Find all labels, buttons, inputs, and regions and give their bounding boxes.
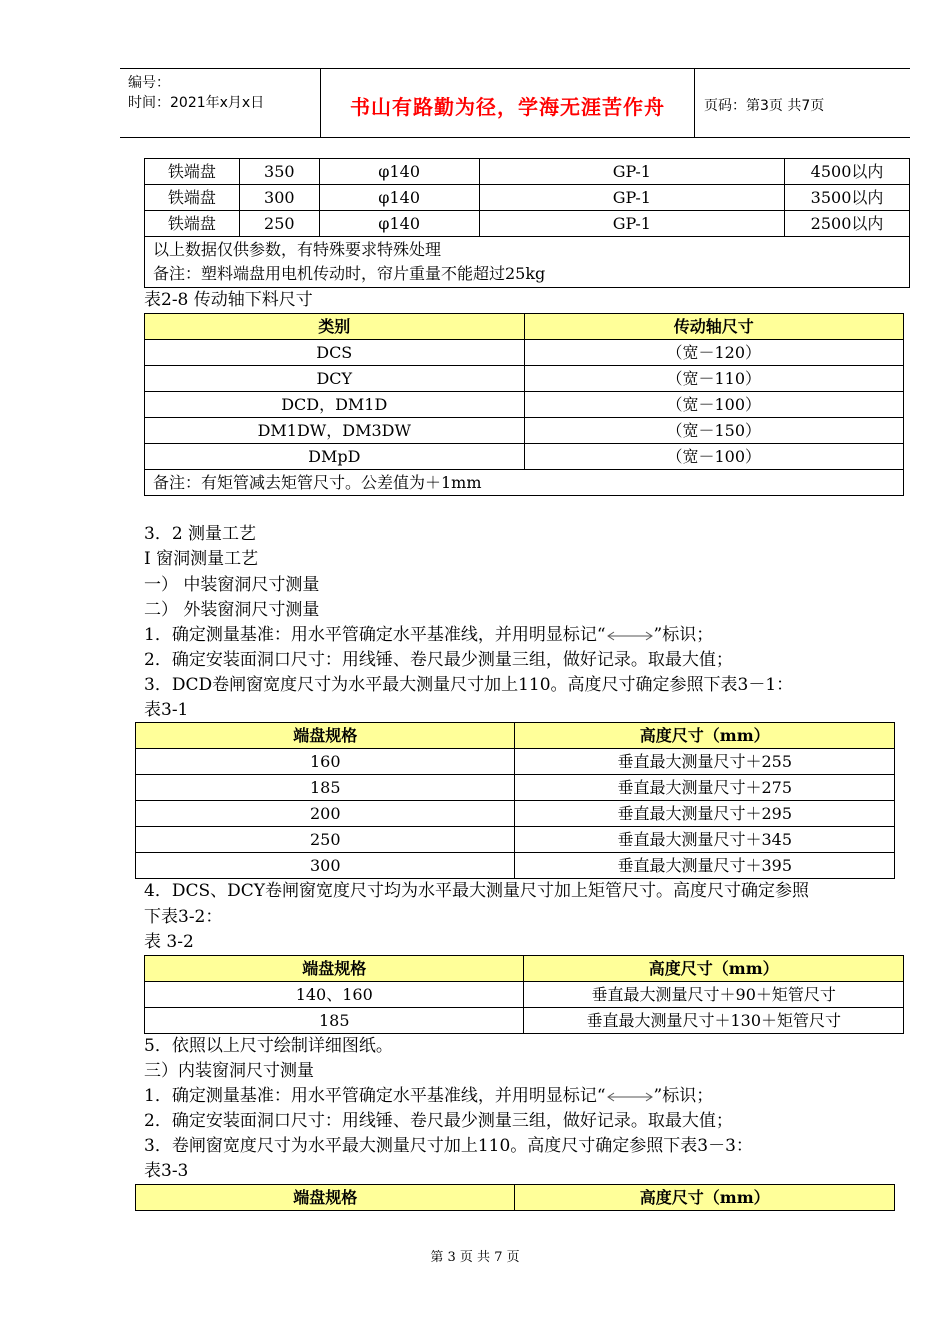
table-note-row bbox=[145, 470, 904, 496]
table-row bbox=[145, 211, 910, 237]
note-line: 备注：塑料端盘用电机传动时，帘片重量不能超过25kg bbox=[153, 264, 546, 283]
table-cell: 铁端盘 bbox=[145, 159, 240, 185]
table-header-row bbox=[145, 956, 904, 982]
table-row bbox=[136, 749, 895, 775]
table-caption: 表3-1 bbox=[144, 700, 189, 720]
page-header bbox=[120, 68, 910, 138]
table-cell: 300 bbox=[239, 185, 319, 211]
paragraph: 下表3-2： bbox=[144, 907, 223, 927]
double-arrow-icon bbox=[606, 631, 654, 641]
paragraph: 2．确定安装面洞口尺寸：用线锤、卷尺最少测量三组，做好记录。取最大值； bbox=[144, 1111, 733, 1131]
table-cell: DCD，DM1D bbox=[145, 392, 525, 418]
table-cell: φ140 bbox=[319, 185, 479, 211]
paragraph: 5．依照以上尺寸绘制详细图纸。 bbox=[144, 1036, 393, 1056]
table-cell: 200 bbox=[136, 801, 515, 827]
time-label: 时间：2021年x月x日 bbox=[128, 95, 265, 111]
table-cell: 铁端盘 bbox=[145, 211, 240, 237]
table-2-8 bbox=[144, 313, 904, 496]
table-cell: 185 bbox=[136, 775, 515, 801]
table-row bbox=[145, 392, 904, 418]
table-note: 备注：有矩管减去矩管尺寸。公差值为＋1mm bbox=[145, 470, 904, 496]
table-header-row bbox=[136, 1185, 895, 1211]
table-row bbox=[136, 775, 895, 801]
table-cell: 140、160 bbox=[145, 982, 524, 1008]
header-divider bbox=[694, 69, 695, 137]
table-cell: （宽－150） bbox=[524, 418, 903, 444]
column-header: 传动轴尺寸 bbox=[524, 314, 903, 340]
table-row bbox=[145, 418, 904, 444]
table-cell: 垂直最大测量尺寸＋90＋矩管尺寸 bbox=[524, 982, 904, 1008]
double-arrow-icon bbox=[606, 1092, 654, 1102]
table-cell: 垂直最大测量尺寸＋295 bbox=[515, 801, 895, 827]
table-cell: 250 bbox=[239, 211, 319, 237]
table-cell: 垂直最大测量尺寸＋395 bbox=[515, 853, 895, 879]
subsection-heading: 一） 中装窗洞尺寸测量 bbox=[144, 575, 320, 595]
column-header: 端盘规格 bbox=[136, 1185, 515, 1211]
table-cell: 185 bbox=[145, 1008, 524, 1034]
paragraph bbox=[144, 1084, 713, 1109]
text-span: ”标识； bbox=[653, 625, 714, 645]
table-note-row bbox=[145, 237, 910, 288]
column-header: 端盘规格 bbox=[136, 723, 515, 749]
table-cell: 3500以内 bbox=[785, 185, 910, 211]
table-cell: φ140 bbox=[319, 159, 479, 185]
table-cell: 250 bbox=[136, 827, 515, 853]
header-info bbox=[128, 73, 264, 113]
table-cell: （宽－100） bbox=[524, 444, 903, 470]
table-row bbox=[145, 185, 910, 211]
table-row bbox=[145, 366, 904, 392]
table-3-3 bbox=[135, 1184, 895, 1211]
column-header: 高度尺寸（mm） bbox=[515, 723, 895, 749]
section-heading: I 窗洞测量工艺 bbox=[144, 549, 259, 569]
table-cell: DMpD bbox=[145, 444, 525, 470]
column-header: 高度尺寸（mm） bbox=[515, 1185, 895, 1211]
header-page-label: 页码：第3页 共7页 bbox=[704, 98, 825, 114]
table-cell: （宽－110） bbox=[524, 366, 903, 392]
paragraph: 4．DCS、DCY卷闸窗宽度尺寸均为水平最大测量尺寸加上矩管尺寸。高度尺寸确定参照 bbox=[144, 881, 809, 901]
note-line: 以上数据仅供参数，有特殊要求特殊处理 bbox=[153, 240, 442, 259]
table-cell: （宽－120） bbox=[524, 340, 903, 366]
table-3-1 bbox=[135, 722, 895, 879]
table-cell: 4500以内 bbox=[785, 159, 910, 185]
text-span: ”标识； bbox=[653, 1086, 714, 1106]
table-row bbox=[145, 982, 904, 1008]
paragraph: 3．卷闸窗宽度尺寸为水平最大测量尺寸加上110。高度尺寸确定参照下表3－3： bbox=[144, 1136, 753, 1156]
table-cell: 垂直最大测量尺寸＋130＋矩管尺寸 bbox=[524, 1008, 904, 1034]
text-span: 1．确定测量基准：用水平管确定水平基准线，并用明显标记“ bbox=[144, 625, 606, 645]
table-cell: 300 bbox=[136, 853, 515, 879]
subsection-heading: 三）内装窗洞尺寸测量 bbox=[144, 1061, 314, 1081]
column-header: 端盘规格 bbox=[145, 956, 524, 982]
column-header: 类别 bbox=[145, 314, 525, 340]
table-cell: 2500以内 bbox=[785, 211, 910, 237]
paragraph bbox=[144, 623, 713, 648]
table-3-2 bbox=[144, 955, 904, 1034]
text-span: 1．确定测量基准：用水平管确定水平基准线，并用明显标记“ bbox=[144, 1086, 606, 1106]
table-cell: 铁端盘 bbox=[145, 185, 240, 211]
table-cell: φ140 bbox=[319, 211, 479, 237]
table-cell: GP-1 bbox=[479, 159, 785, 185]
table-end-plate bbox=[144, 158, 910, 288]
table-header-row bbox=[145, 314, 904, 340]
number-label: 编号： bbox=[128, 75, 170, 91]
table-row bbox=[145, 340, 904, 366]
table-row bbox=[136, 801, 895, 827]
paragraph: 2．确定安装面洞口尺寸：用线锤、卷尺最少测量三组，做好记录。取最大值； bbox=[144, 650, 733, 670]
table-caption: 表3-3 bbox=[144, 1161, 189, 1181]
table-cell: 160 bbox=[136, 749, 515, 775]
table-cell: 垂直最大测量尺寸＋345 bbox=[515, 827, 895, 853]
table-row bbox=[145, 1008, 904, 1034]
table-row bbox=[136, 853, 895, 879]
table-cell: GP-1 bbox=[479, 211, 785, 237]
column-header: 高度尺寸（mm） bbox=[524, 956, 904, 982]
table-cell: （宽－100） bbox=[524, 392, 903, 418]
table-cell: 垂直最大测量尺寸＋255 bbox=[515, 749, 895, 775]
table-cell: GP-1 bbox=[479, 185, 785, 211]
table-cell: 垂直最大测量尺寸＋275 bbox=[515, 775, 895, 801]
table-caption: 表 3-2 bbox=[144, 932, 194, 952]
page-footer: 第 3 页 共 7 页 bbox=[430, 1250, 520, 1265]
table-note bbox=[145, 237, 910, 288]
header-motto: 书山有路勤为径，学海无涯苦作舟 bbox=[350, 95, 665, 119]
table-cell: DCY bbox=[145, 366, 525, 392]
table-cell: DCS bbox=[145, 340, 525, 366]
table-row bbox=[145, 444, 904, 470]
paragraph: 3．DCD卷闸窗宽度尺寸为水平最大测量尺寸加上110。高度尺寸确定参照下表3－1： bbox=[144, 675, 794, 695]
table-row bbox=[136, 827, 895, 853]
table-row bbox=[145, 159, 910, 185]
table-cell: DM1DW，DM3DW bbox=[145, 418, 525, 444]
subsection-heading: 二） 外装窗洞尺寸测量 bbox=[144, 600, 320, 620]
table-cell: 350 bbox=[239, 159, 319, 185]
table-header-row bbox=[136, 723, 895, 749]
section-heading: 3．2 测量工艺 bbox=[144, 524, 257, 544]
table-caption: 表2-8 传动轴下料尺寸 bbox=[144, 290, 313, 310]
